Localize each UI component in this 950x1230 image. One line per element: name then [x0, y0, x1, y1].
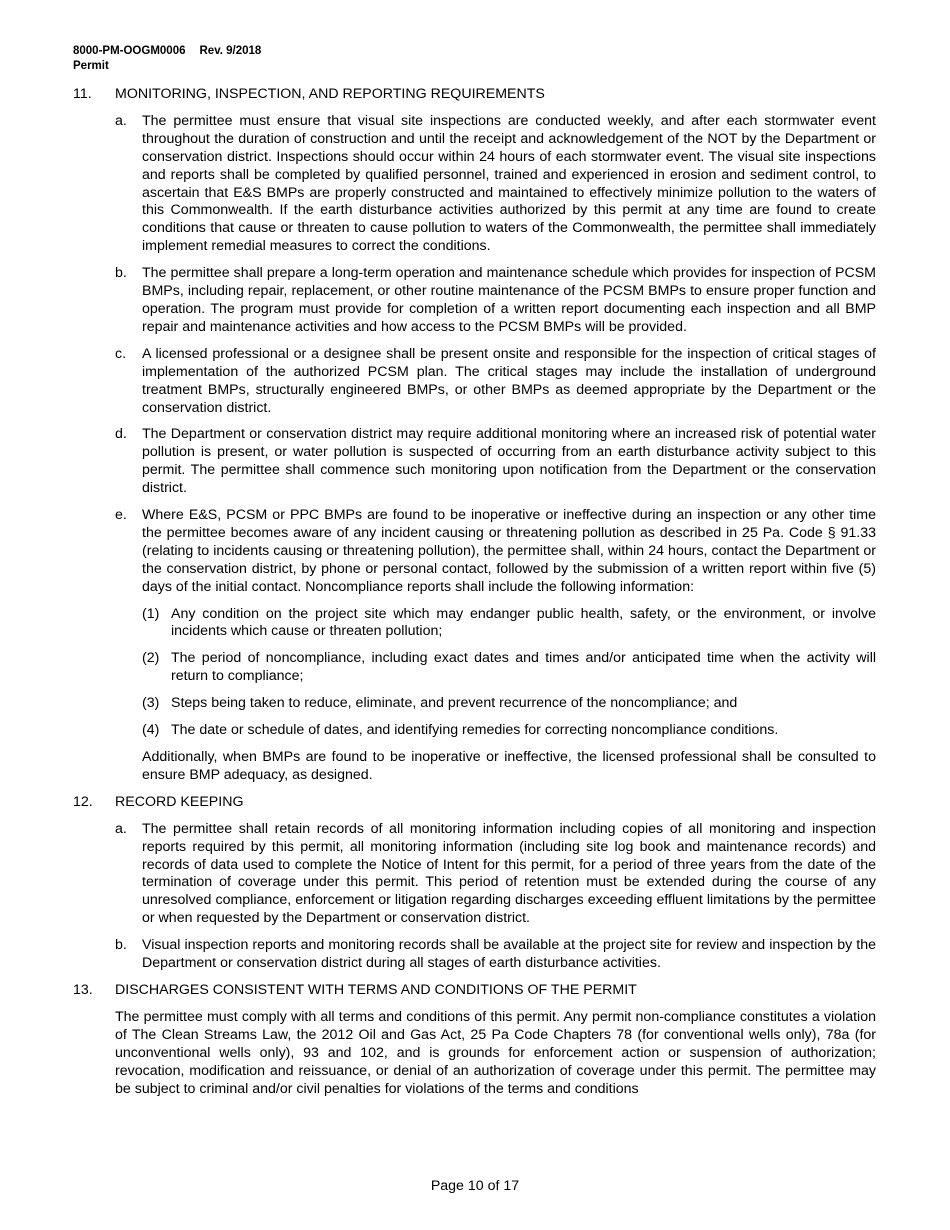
- list-item: [0, 426, 876, 498]
- section-number: 13.: [73, 981, 93, 998]
- list-item: [0, 346, 876, 418]
- item-label: e.: [115, 507, 127, 524]
- section-title: RECORD KEEPING: [115, 793, 244, 810]
- item-label: c.: [115, 345, 127, 362]
- sub-list-item: [0, 695, 876, 713]
- item-text: The permittee shall prepare a long-term operation and maintenance schedule which provides for inspection of PCSM BMPs, including repair, replacement, or other routine maintenance of the PCSM BMPs to ensure proper function and operation. The program must provide for completion of a written report documenting each inspection and all BMP repair and maintenance activities and how access to the PCSM BMPs will be provided.: [142, 265, 876, 335]
- section-13-heading: [0, 982, 950, 1000]
- item-text: Where E&S, PCSM or PPC BMPs are found to be inoperative or ineffective during an inspection or any other time the permittee becomes aware of any incident causing or threatening pollution as described in 25 Pa. Code § 91.33 (relating to incidents causing or threatening pollution), the permittee shall, within 24 hours, contact the Department or the conservation district, by phone or personal contact, followed by the submission of a written report within five (5) days of the initial contact. Noncompliance reports shall include the following information:: [142, 507, 876, 595]
- sub-list-item: [0, 722, 876, 740]
- list-item: [0, 265, 876, 337]
- list-item: [0, 937, 876, 973]
- doc-type: Permit: [73, 59, 109, 72]
- item-label: a.: [115, 112, 127, 129]
- sub-item-label: (2): [142, 650, 160, 667]
- list-item: [0, 507, 876, 597]
- item-text: The permittee must ensure that visual site inspections are conducted weekly, and after each stormwater event throughout the duration of construction and until the receipt and acknowledgement of the NOT by the Department or conservation district. Inspections should occur within 24 hours of each stormwater event. The visual site inspections and reports shall be completed by qualified personnel, trained and experienced in erosion and sediment control, to ascertain that E&S BMPs are properly constructed and maintained to effectively minimize pollution to the waters of this Commonwealth. If the earth disturbance activities authorized by this permit at any time are found to create conditions that cause or threaten to cause pollution to waters of the Commonwealth, the permittee shall immediately implement remedial measures to correct the conditions.: [142, 112, 876, 255]
- list-item: [0, 821, 876, 928]
- section-title: MONITORING, INSPECTION, AND REPORTING REQUIREMENTS: [115, 86, 545, 102]
- item-text: Visual inspection reports and monitoring records shall be available at the project site for review and inspection by the Department or conservation district during all stages of earth disturbance activities.: [142, 937, 876, 972]
- section-paragraph: The permittee must comply with all terms and conditions of this permit. Any permit non-compliance constitutes a violation of The Clean Streams Law, the 2012 Oil and Gas Act, 25 Pa Code Chapters 78 (for conventional wells only), 78a (for unconventional wells only), 93 and 102, and is grounds for enforcement action or suspension of authorization; revocation, modification and reissuance, or denial of an authorization of coverage under this permit. The permittee may be subject to criminal and/or civil penalties for violations of the terms and conditions: [115, 1008, 876, 1097]
- sub-item-label: (3): [142, 695, 160, 712]
- document-header: [73, 44, 261, 73]
- sub-item-text: The date or schedule of dates, and identifying remedies for correcting noncompliance conditions.: [171, 722, 779, 739]
- item-label: d.: [115, 426, 127, 443]
- section-11-heading: [0, 86, 950, 104]
- item-label: b.: [115, 937, 127, 954]
- section-title: DISCHARGES CONSISTENT WITH TERMS AND CONDITIONS OF THE PERMIT: [115, 981, 637, 998]
- section-number: 11.: [73, 86, 92, 102]
- sub-list-item: [0, 650, 876, 686]
- section-number: 12.: [73, 793, 93, 810]
- sub-item-text: Steps being taken to reduce, eliminate, and prevent recurrence of the noncompliance; and: [171, 695, 738, 712]
- sub-item-label: (4): [142, 722, 160, 739]
- list-item: [0, 113, 876, 256]
- page-number: Page 10 of 17: [430, 1178, 520, 1194]
- item-text: The permittee shall retain records of all monitoring information including copies of all monitoring and inspection reports required by this permit, all monitoring information (including site log book and maintenance records) and records of data used to complete the Notice of Intent for this permit, for a period of three years from the date of the termination of coverage under this permit. This period of retention must be extended during the course of any unresolved compliance, enforcement or litigation regarding discharges exceeding effluent limitations by the permittee or when requested by the Department or conservation district.: [142, 820, 876, 927]
- revision: Rev. 9/2018: [199, 45, 262, 57]
- item-text: The Department or conservation district may require additional monitoring where an increased risk of potential water pollution is present, or water pollution is suspected of occurring from an earth disturbance activity subject to this permit. The permittee shall commence such monitoring upon notification from the Department or the conservation district.: [142, 426, 876, 497]
- item-label: b.: [115, 265, 127, 282]
- item-label: a.: [115, 820, 127, 837]
- item-text: A licensed professional or a designee shall be present onsite and responsible for the inspection of critical stages of implementation of the authorized PCSM plan. The critical stages may include the installation of underground treatment BMPs, structurally engineered BMPs, or other BMPs as deemed appropriate by the Department or the conservation district.: [142, 345, 876, 416]
- section-12-heading: [0, 794, 950, 812]
- sub-item-text: Any condition on the project site which may endanger public health, safety, or the environment, or involve incidents which cause or threaten pollution;: [171, 605, 876, 640]
- sub-item-label: (1): [142, 605, 160, 622]
- sub-item-text: The period of noncompliance, including exact dates and times and/or anticipated time when the activity will return to compliance;: [171, 650, 876, 685]
- additional-paragraph: Additionally, when BMPs are found to be inoperative or ineffective, the licensed professional shall be consulted to ensure BMP adequacy, as designed.: [142, 749, 876, 783]
- form-number: 8000-PM-OOGM0006: [73, 45, 186, 57]
- sub-list-item: [0, 606, 876, 642]
- document-body: [0, 86, 950, 1107]
